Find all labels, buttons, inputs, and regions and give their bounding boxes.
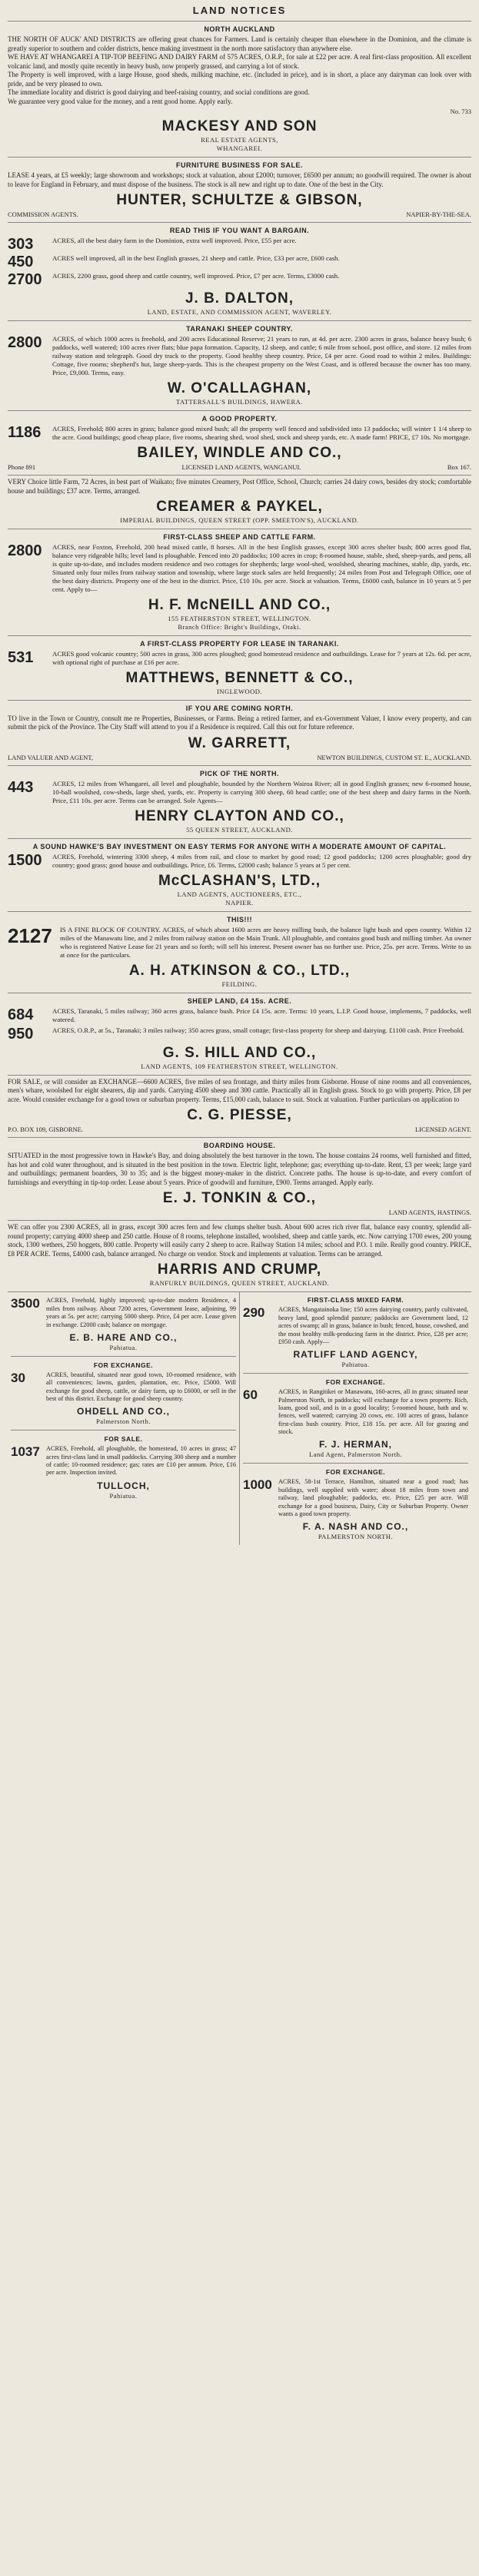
advertisement	[8, 320, 471, 410]
ad-paragraph: We guarantee very good value for the money, and a rent good home. Apply early.	[8, 97, 233, 105]
ad-heading: FOR EXCHANGE.	[325, 1378, 386, 1387]
agent-detail-left: COMMISSION AGENTS.	[8, 211, 78, 219]
ad-reference: No. 733	[450, 108, 471, 116]
ad-reference-row	[8, 108, 471, 115]
ad-heading: TARANAKI SHEEP COUNTRY.	[186, 325, 293, 333]
agent-address: Pahiatua.	[109, 1343, 138, 1351]
ad-heading: PICK OF THE NORTH.	[200, 769, 279, 777]
agent-address: IMPERIAL BUILDINGS, QUEEN STREET (OPP. SMEETON'S), AUCKLAND.	[120, 516, 359, 525]
advertisement	[8, 993, 471, 1075]
advertisement	[8, 1075, 471, 1138]
advertisement	[8, 475, 471, 529]
acreage-number: 950	[8, 1025, 34, 1043]
left-column	[8, 1292, 239, 1545]
property-description: ACRES, Freehold, highly improved; up-to-date modern Residence, 4 miles from railway. About 7200 acres, Government lease, adjoining, 99 years at 5s. per acre; carrying 5000 sheep. Price, £4 per acre. Lease given in exchange. £2000 cash; balance on mortgage.	[46, 1297, 236, 1328]
advertisement	[11, 1430, 236, 1499]
agent-name: E. J. TONKIN & CO.,	[162, 1190, 317, 1207]
property-description: ACRES, Freehold, all ploughable, the homestead, 10 acres in grass; 47 acres first-class land in small paddocks. Carrying 300 sheep and a number of cattle; 10-roomed residence; gas; rates are £10 per annum. Price, £16 per acre. Inspection invited.	[46, 1445, 236, 1477]
agent-name: H. F. McNEILL AND CO.,	[148, 596, 331, 613]
ad-heading: FURNITURE BUSINESS FOR SALE.	[175, 161, 303, 170]
ad-paragraph: WE HAVE AT WHANGAREI A TIP-TOP BEEFING AND DAIRY FARM of 575 ACRES, O.R.P., for sale at £22 per acre. A real first-class proposition. All excellent volcanic land, and mostly quite recently in heavy bush, now properly grassed, and carrying a lot of stock.	[8, 53, 471, 70]
property-listing	[8, 543, 471, 594]
agent-address: NAPIER.	[225, 898, 254, 907]
agent-name: A. H. ATKINSON & CO., LTD.,	[128, 962, 351, 979]
property-listing	[8, 780, 471, 805]
advertisement	[8, 1137, 471, 1220]
agent-address: PALMERSTON NORTH.	[318, 1533, 394, 1541]
advertisement	[8, 700, 471, 765]
agent-details-row	[8, 1208, 471, 1216]
advertisement	[8, 838, 471, 911]
advertisement	[8, 765, 471, 838]
property-description: ACRES, 2200 grass, good sheep and cattle country, well improved. Price, £7 per acre. Terms, £3000 cash.	[52, 272, 340, 280]
ad-paragraph: The Property is well improved, with a large House, good sheds, milking machine, etc. (included in price), and is in short, a place any dairyman can look over with pride, and be very pleased to own.	[8, 71, 471, 88]
ad-heading: READ THIS IF YOU WANT A BARGAIN.	[169, 227, 310, 235]
agent-name: CREAMER & PAYKEL,	[156, 499, 323, 516]
agent-name: W. O'CALLAGHAN,	[167, 380, 312, 397]
property-listing	[8, 272, 471, 287]
property-description: ACRES, near Foxton, Freehold, 200 head mixed cattle, 8 horses. All in the best English grasses, except 300 acres shelter bush; 800 acres good flat, balance very ridgeable hills; level land is ploughable. Fenced into 20 paddocks; 100 acres in crop; 8-roomed house, stable, shed, sheep-yards, and pens, all is quite up-to-date, and includes modern residence and two cottages for shepherds; large wool-shed, woolshed, shearing machines, stable, dip, yards, etc. Situated only four miles from railway station and township, where large stock sales are held frequently; 24 miles from Post and Telegraph Office, one of the best dairy districts. Property one of the best in the district. Price, £10 10s. per acre. Stock at valuation. Terms, £6000 cash, balance in 10 years at 5 per cent. Apply to—	[52, 543, 471, 593]
agent-address: LAND AGENTS, AUCTIONEERS, ETC.,	[177, 890, 302, 898]
agent-address: TATTERSALL'S BUILDINGS, HAWERA.	[176, 398, 303, 406]
acreage-number: 1000	[243, 1477, 272, 1493]
agent-name: W. GARRETT,	[188, 734, 291, 751]
ad-paragraph: FOR SALE, or will consider an EXCHANGE—6600 ACRES, five miles of sea frontage, and thirty miles from Gisborne. House of nine rooms and all conveniences, men's whare, woolshed for eight shearers, dip and yards. Carrying 4500 sheep and 300 cattle. Practically all in English grass. Stock to go with property. Price, £8 per acre. Would consider exchange for a good town or suburban property. Terms, £15,000 cash, balance to suit. Stock at valuation. Further particulars on application to	[8, 1077, 471, 1103]
agent-address: LAND AGENTS, 109 FEATHERSTON STREET, WELLINGTON.	[141, 1062, 338, 1070]
property-listing	[8, 425, 471, 442]
property-description: ACRES, Freehold; 800 acres in grass; balance good mixed bush; all the property well fenced and subdivided into 13 paddocks; will winter 1 1/4 sheep to the acre. Good buildings; good cheap place, five rooms, shearing shed, wool shed, stock and sheep yards, etc. A made farm! PRICE, £7 10s. No mortgage.	[52, 425, 471, 442]
ad-heading: FOR SALE.	[104, 1435, 143, 1444]
agent-detail-right: NAPIER-BY-THE-SEA.	[406, 211, 471, 219]
property-description: ACRES, beautiful, situated near good town, 10-roomed residence, with all conveniences; lawns, garden, plantation, etc. Price, £5000. Will exchange for good sheep, cattle, or dairy farm, up to £6000, or sell in the best of this district. Exchange for good sheep country.	[46, 1371, 236, 1402]
ad-heading: A FIRST-CLASS PROPERTY FOR LEASE IN TARANAKI.	[140, 639, 339, 648]
agent-name: MACKESY AND SON	[161, 118, 318, 135]
agent-name: TULLOCH,	[97, 1480, 150, 1491]
agent-address: REAL ESTATE AGENTS,	[201, 136, 278, 144]
property-listing	[8, 853, 471, 870]
acreage-number: 684	[8, 1006, 34, 1023]
agent-details-row	[8, 754, 471, 761]
agent-name: RATLIFF LAND AGENCY,	[293, 1349, 418, 1361]
property-description: ACRES, Freehold, wintering 3300 sheep, 4 miles from rail, and close to market by good road; 12 good paddocks; 1200 acres ploughable; good dry country; good grass; good house and outbuildings. Price, £6. Terms, £2000 cash; balance 5 years at 5 per cent.	[52, 852, 471, 869]
acreage-number: 1500	[8, 851, 42, 869]
acreage-number: 290	[243, 1305, 265, 1321]
agent-name: McCLASHAN'S, LTD.,	[158, 872, 321, 889]
two-column-section	[8, 1291, 471, 1545]
agent-address: Pahiatua.	[109, 1491, 138, 1500]
advertisement	[8, 635, 471, 700]
agent-address: Pahiatua.	[341, 1361, 370, 1369]
property-listing	[8, 923, 471, 960]
agent-address: WHANGAREI.	[216, 144, 263, 153]
property-description: ACRES, 58-1st Terrace, Hamilton, situated near a good road; has buildings, well supplied with water; about 18 miles from town and railway, land ploughable; paddocks, etc. Price, £25 per acre. Will exchange for a good business, Dairy, City or Suburban Property. Owner wants a good town property.	[278, 1478, 468, 1517]
acreage-number: 2800	[8, 334, 42, 352]
agent-detail-right: Box 167.	[447, 463, 471, 472]
ad-heading: A SOUND HAWKE'S BAY INVESTMENT ON EASY TERMS FOR ANYONE WITH A MODERATE AMOUNT OF CAPITAL.	[32, 842, 447, 850]
property-description: ACRES, O.R.P., at 5s., Taranaki; 3 miles railway; 350 acres grass, small cottage; first-class property for sheep and dairying. £1100 cash. Price Freehold.	[52, 1026, 464, 1034]
agent-name: G. S. HILL AND CO.,	[162, 1044, 317, 1061]
ad-heading: FOR EXCHANGE.	[325, 1468, 386, 1477]
property-description: ACRES, in Rangitikei or Manawatu, 160-acres, all in grass; situated near Palmerston North, in paddocks; will exchange for a town property. Rich, loam, good soil, and is in a good locality; 5-roomed house, bath and w. fences, well watered; carrying 20 cows, etc. 100 acres of grass, balance first-class bush country. Price, £18 15s. per acre. All for grazing and stock.	[278, 1388, 468, 1436]
ad-paragraph: SITUATED in the most progressive town in Hawke's Bay, and doing absolutely the best turnover in the town. The house contains 24 rooms, well furnished and fitted, has hot and cold water throughout, and is situated in the best position in the town. Electric light, telephone; gas; everything up-to-date. Rent, £3 per week; large yard and outbuildings; permanent boarders, 30 to 35; and is the biggest money-maker in the district. Concrete paths. The house is up-to-date, and every comfort of furnishings and everything in tip-top order. Lease about 5 years. Price of goodwill and furniture, £900. Terms arranged. Apply early.	[8, 1152, 471, 1186]
agent-address: FEILDING.	[221, 980, 258, 988]
advertisement	[11, 1356, 236, 1425]
ad-paragraph: TO live in the Town or Country, consult me re Properties, Businesses, or Farms. Being a retired farmer, and ex-Government Valuer, I know every property, and can submit the pick of the Province. The City Staff will attend to you if a Residence is required. Call this out for future reference.	[8, 714, 471, 731]
advertisement	[8, 529, 471, 635]
property-description: ACRES well improved, all in the best English grasses, 21 sheep and cattle. Price, £33 per acre, £600 cash.	[52, 254, 340, 263]
agent-detail-right: LICENSED AGENT.	[414, 1126, 471, 1134]
agent-detail-center: LICENSED LAND AGENTS, WANGANUI.	[181, 463, 301, 472]
agent-address: 155 FEATHERSTON STREET, WELLINGTON.	[168, 614, 311, 622]
ad-heading: A GOOD PROPERTY.	[201, 415, 278, 423]
agent-details-row	[8, 211, 471, 218]
property-listing	[11, 1371, 236, 1403]
ad-paragraph: LEASE 4 years, at £5 weekly; large showroom and workshops; stock at valuation, about £2000; turnover, £6500 per annum; no goodwill required. The owner is about to leave for England in February, and must dispose of the business. The stock is all new and right up to date. One of the best in the City.	[8, 171, 471, 188]
agent-name: HARRIS AND CRUMP,	[157, 1261, 322, 1278]
property-listing	[243, 1478, 468, 1518]
acreage-number: 3500	[11, 1296, 40, 1311]
property-description: ACRES, Taranaki, 5 miles railway; 360 acres grass, balance bush. Price £4 15s. acre. Terms: 10 years, L.I.P. Good house, implements, 7 paddocks, well watered.	[52, 1006, 471, 1023]
agent-details-row	[8, 463, 471, 471]
agent-name: BAILEY, WINDLE AND CO.,	[137, 445, 342, 462]
property-description: ACRES, Mangatainoka line; 150 acres dairying country, partly cultivated, heavy land, good splendid pasture; paddocks are Government land, 12 acres of swamp; all in grass, balance in bush; fenced, house, cowshed, and the most healthy milk-producing farm in the district. Price, £28 per acre; £950 cash. Apply—	[278, 1306, 468, 1345]
ad-paragraph: VERY Choice little Farm, 72 Acres, in best part of Waikato; five minutes Creamery, Post Office, School, Church; carries 24 dairy cows, besides dry stock; comfortable house and buildings; £37 acre. Terms, arranged.	[8, 478, 471, 495]
property-listing	[8, 335, 471, 377]
acreage-number: 2700	[8, 271, 42, 289]
agent-detail-right: LAND AGENTS, HASTINGS.	[388, 1208, 471, 1217]
ad-heading: SHEEP LAND, £4 15s. ACRE.	[187, 996, 292, 1005]
ad-heading: FOR EXCHANGE.	[93, 1361, 154, 1369]
acreage-number: 60	[243, 1387, 258, 1403]
acreage-number: 1037	[11, 1444, 40, 1460]
property-listing	[11, 1445, 236, 1477]
agent-name: F. J. HERMAN,	[318, 1439, 392, 1450]
property-description: ACRES good volcanic country; 500 acres in grass, 300 acres ploughed; good homestead residence and outbuildings. Lease for 7 years at 12s. 6d. per acre, with optional right of purchase at £16 per acre.	[52, 649, 471, 666]
agent-name: E. B. HARE AND CO.,	[69, 1331, 178, 1343]
agent-detail-left: P.O. BOX 109, GISBORNE.	[8, 1126, 83, 1134]
advertisement	[8, 157, 471, 222]
branch-office: Branch Office: Bright's Buildings, Otaki.	[178, 622, 301, 631]
ad-heading: THIS!!!	[227, 915, 252, 923]
ad-heading: IF YOU ARE COMING NORTH.	[185, 704, 294, 712]
property-listing	[8, 237, 471, 252]
agent-address: Land Agent, Palmerston North.	[309, 1450, 402, 1459]
acreage-number: 443	[8, 778, 34, 796]
ad-heading: FIRST-CLASS SHEEP AND CATTLE FARM.	[163, 533, 316, 542]
acreage-number: 303	[8, 236, 34, 254]
property-listing	[8, 1026, 471, 1042]
ad-heading: NORTH AUCKLAND	[204, 25, 275, 33]
advertisement	[8, 1220, 471, 1291]
property-description: ACRES, all the best dairy farm in the Dominion, extra well improved. Price, £55 per acre.	[52, 237, 297, 245]
agent-detail-left: LAND VALUER AND AGENT,	[8, 753, 93, 761]
property-listing	[8, 650, 471, 667]
agent-name: HUNTER, SCHULTZE & GIBSON,	[116, 192, 363, 209]
advertisement	[8, 21, 471, 157]
agent-name: J. B. DALTON,	[185, 290, 294, 307]
ad-paragraph: WE can offer you 2300 ACRES, all in grass, except 300 acres fern and few clumps shelter bush. About 600 acres rich river flat, balance easy country, splendid all-round property; carrying 4000 sheep and 250 cattle. House of 8 rooms, telephone installed, woolshed, sheep and cattle yards, etc. Now carrying 1700 ewes, 200 young stock, 1300 wethers, 250 hoggets, 800 cattle. Property will easily carry 2 sheep to acre. Railway Station 14 miles; school and P.O. 1 mile. Really good country. PRICE, £8 PER ACRE. Terms, £4000 cash, balance arranged. No charge on vendor. Stock and implements at valuation. Terms can be arranged.	[8, 1223, 471, 1258]
property-description: IS A FINE BLOCK OF COUNTRY. ACRES, of which about 1600 acres are heavy milling bush, the balance light bush and open country. Within 12 miles of the Manawatu line, and 2 miles from railway station on the Main Trunk. All ploughable, and contains good bush and milling timber. An owner who is registered Native Lease for 21 years and so forth; will sell his interest. Present owner has no further use. Price, 25s. per acre. Terms. Write to us at once for the particulars.	[60, 925, 471, 959]
agent-name: HENRY CLAYTON AND CO.,	[135, 807, 344, 824]
advertisement	[243, 1463, 468, 1540]
advertisement	[243, 1373, 468, 1458]
property-listing	[11, 1297, 236, 1328]
acreage-number: 531	[8, 648, 34, 666]
property-description: ACRES, 12 miles from Whangarei, all level and ploughable, bounded by the Northern Wairoa River; all in good English grasses; new 6-roomed house, 10-ball woolshed, cow-sheds, large shed, yards, etc. Property is carrying 300 sheep, 60 head cattle; one of the best sheep and dairy farms in the North. Price, £11 10s. per acre. Terms can be arranged. Sole Agents—	[52, 779, 471, 804]
acreage-number: 30	[11, 1370, 25, 1385]
ads-list	[8, 21, 471, 1291]
agent-address: INGLEWOOD.	[216, 687, 263, 695]
agent-name: C. G. PIESSE,	[187, 1107, 292, 1124]
ad-paragraph: The immediate locality and district is good dairying and beef-raising country, and social conditions are good.	[8, 88, 310, 97]
agent-name: F. A. NASH AND CO.,	[302, 1521, 409, 1533]
property-listing	[8, 254, 471, 270]
page-title: LAND NOTICES	[192, 5, 287, 16]
right-column	[239, 1292, 471, 1545]
ad-heading: FIRST-CLASS MIXED FARM.	[307, 1296, 404, 1305]
newspaper-page	[8, 0, 471, 1545]
property-listing	[243, 1388, 468, 1436]
agent-name: OHDELL AND CO.,	[76, 1406, 170, 1417]
agent-address: Palmerston North.	[96, 1417, 151, 1426]
agent-details-row	[8, 1126, 471, 1133]
agent-address: RANFURLY BUILDINGS, QUEEN STREET, AUCKLAND.	[149, 1279, 330, 1288]
ad-paragraph: THE NORTH OF AUCK' AND DISTRICTS are offering great chances for Farmers. Land is certainly cheaper than elsewhere in the Dominion, and the climate is greatly superior to southern and colder districts, hence making investment in the north more satisfactory than anywhere else.	[8, 35, 471, 52]
property-listing	[8, 1007, 471, 1024]
advertisement	[11, 1297, 236, 1351]
agent-address: LAND, ESTATE, AND COMMISSION AGENT, WAVERLEY.	[147, 308, 332, 317]
agent-detail-right: NEWTON BUILDINGS, CUSTOM ST. E., AUCKLAND.	[317, 753, 471, 761]
acreage-number: 2800	[8, 542, 42, 560]
acreage-number: 1186	[8, 424, 42, 442]
property-listing	[243, 1306, 468, 1346]
agent-detail-left: Phone 891	[8, 463, 36, 472]
agent-name: MATTHEWS, BENNETT & CO.,	[125, 669, 354, 686]
advertisement	[8, 911, 471, 993]
advertisement	[8, 410, 471, 475]
ad-heading: BOARDING HOUSE.	[203, 1142, 276, 1150]
acreage-number: 450	[8, 254, 34, 271]
agent-address: 55 QUEEN STREET, AUCKLAND.	[186, 825, 293, 834]
acreage-number: 2127	[8, 923, 52, 947]
property-description: ACRES, of which 1000 acres is freehold, and 200 acres Educational Reserve; 21 years to run, at 4d. per acre. 2300 acres in grass, balance heavy bush; 6 paddocks, well watered; 100 acres river flats; blue papa formation. Capacity, 12 sheep, and cattle; 6 mile from school, post office, and store. 12 miles from railway station and telegraph. Good dry track to the property. Good healthy sheep country. Price, £4 per acre. Good road to within 2 miles. Buildings: Cottage, five rooms; shepherd's hut, large sheep-yards. This is the cheapest property on the West Coast, and is offered because the owner has too many. Price, £9,000. Terms, easy.	[52, 335, 471, 377]
advertisement	[8, 222, 471, 320]
advertisement	[243, 1296, 468, 1368]
